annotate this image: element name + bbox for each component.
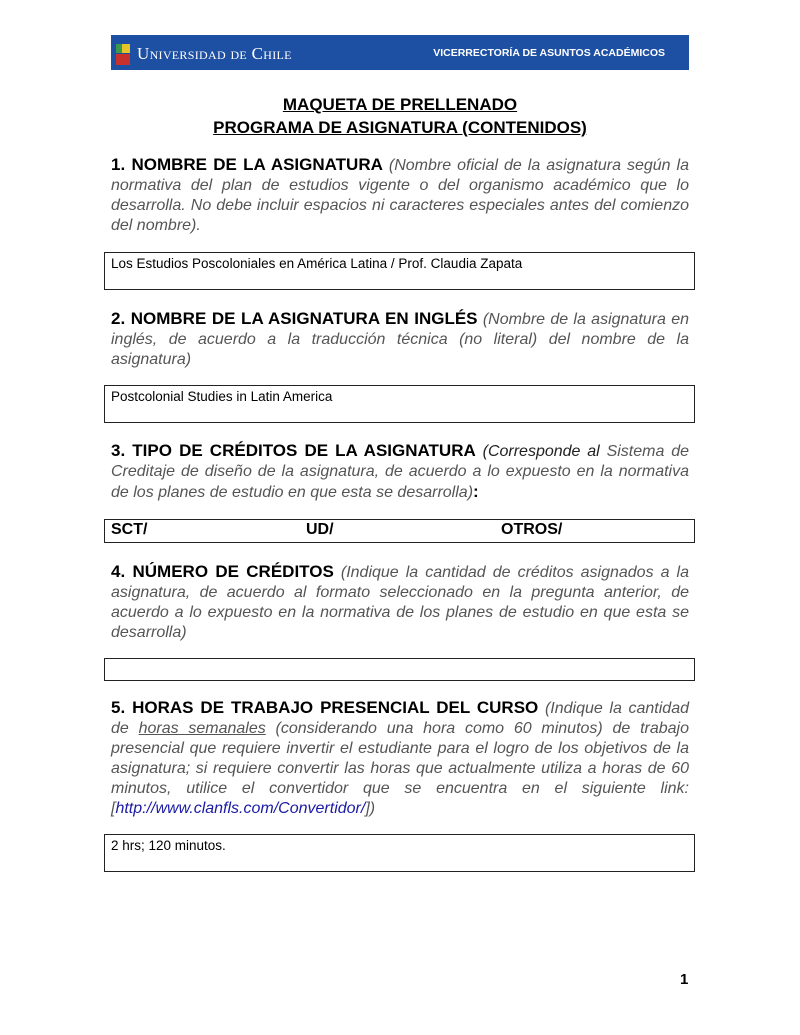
title-line-1: MAQUETA DE PRELLENADO bbox=[282, 95, 518, 114]
section-note: (Corresponde al bbox=[482, 443, 600, 460]
otros-label: OTROS/ bbox=[501, 521, 563, 538]
section-note-underlined: horas semanales bbox=[138, 720, 266, 737]
section-2 bbox=[111, 309, 689, 370]
section-note: (Indique la cantidad de créditos asignados a la asignatura, de acuerdo al formato seleccionado en la pregunta anterior, de acuerdo a lo expuesto en la normativa de los planes de estudio en que esta se desarrolla) bbox=[111, 564, 690, 641]
subject-name-english-field[interactable]: Postcolonial Studies in Latin America bbox=[104, 385, 695, 423]
title-line-2: PROGRAMA DE ASIGNATURA (CONTENIDOS) bbox=[213, 118, 587, 137]
section-heading: 4. NÚMERO DE CRÉDITOS bbox=[111, 562, 334, 581]
section-note: (Indique la cantidad de bbox=[111, 700, 690, 737]
converter-link[interactable]: http://www.clanfls.com/Convertidor/ bbox=[115, 800, 366, 817]
ud-label: UD/ bbox=[306, 521, 334, 538]
section-5 bbox=[111, 698, 689, 819]
section-note-end: ]) bbox=[365, 800, 376, 817]
page-number: 1 bbox=[680, 971, 689, 988]
section-note: (Nombre de la asignatura en inglés, de acuerdo a la traducción técnica (no literal) del nombre de la asignatura) bbox=[111, 311, 689, 368]
credit-type-field[interactable] bbox=[104, 519, 695, 543]
sct-label: SCT/ bbox=[111, 521, 148, 538]
credit-number-field[interactable] bbox=[104, 658, 695, 681]
office-name: VICERRECTORÍA DE ASUNTOS ACADÉMICOS bbox=[433, 47, 665, 59]
subject-name-field[interactable]: Los Estudios Poscoloniales en América Latina / Prof. Claudia Zapata bbox=[104, 252, 695, 290]
header-banner bbox=[111, 35, 689, 70]
section-heading: 1. NOMBRE DE LA ASIGNATURA bbox=[111, 155, 383, 174]
section-heading: 2. NOMBRE DE LA ASIGNATURA EN INGLÉS bbox=[111, 309, 478, 328]
section-note-cont: (considerando una hora como 60 minutos) de trabajo presencial que requiere invertir el estudiante para el logro de los objetivos de la asignatura; si requiere convertir las horas que actualmente utiliza a horas de 60 minutos, utilice el convertidor que se encuentra en el siguiente link: [ bbox=[111, 720, 690, 817]
university-name: Universidad de Chile bbox=[137, 44, 292, 63]
section-note-cont: Sistema de Creditaje de diseño de la asignatura, de acuerdo a lo expuesto en la normativa de los planes de estudio en que esta se desarrolla) bbox=[111, 443, 690, 501]
section-note: (Nombre oficial de la asignatura según la normativa del plan de estudios vigente o del organismo académico que lo desarrolla. No debe incluir espacios ni caracteres especiales antes del comienzo del nombre). bbox=[111, 157, 689, 234]
university-logo-icon bbox=[116, 39, 130, 66]
section-3 bbox=[111, 441, 689, 503]
class-hours-field[interactable]: 2 hrs; 120 minutos. bbox=[104, 834, 695, 872]
section-4 bbox=[111, 562, 689, 643]
section-1 bbox=[111, 155, 689, 236]
section-heading: 5. HORAS DE TRABAJO PRESENCIAL DEL CURSO bbox=[111, 698, 539, 717]
section-heading: 3. TIPO DE CRÉDITOS DE LA ASIGNATURA bbox=[111, 441, 476, 460]
colon: : bbox=[473, 482, 479, 501]
